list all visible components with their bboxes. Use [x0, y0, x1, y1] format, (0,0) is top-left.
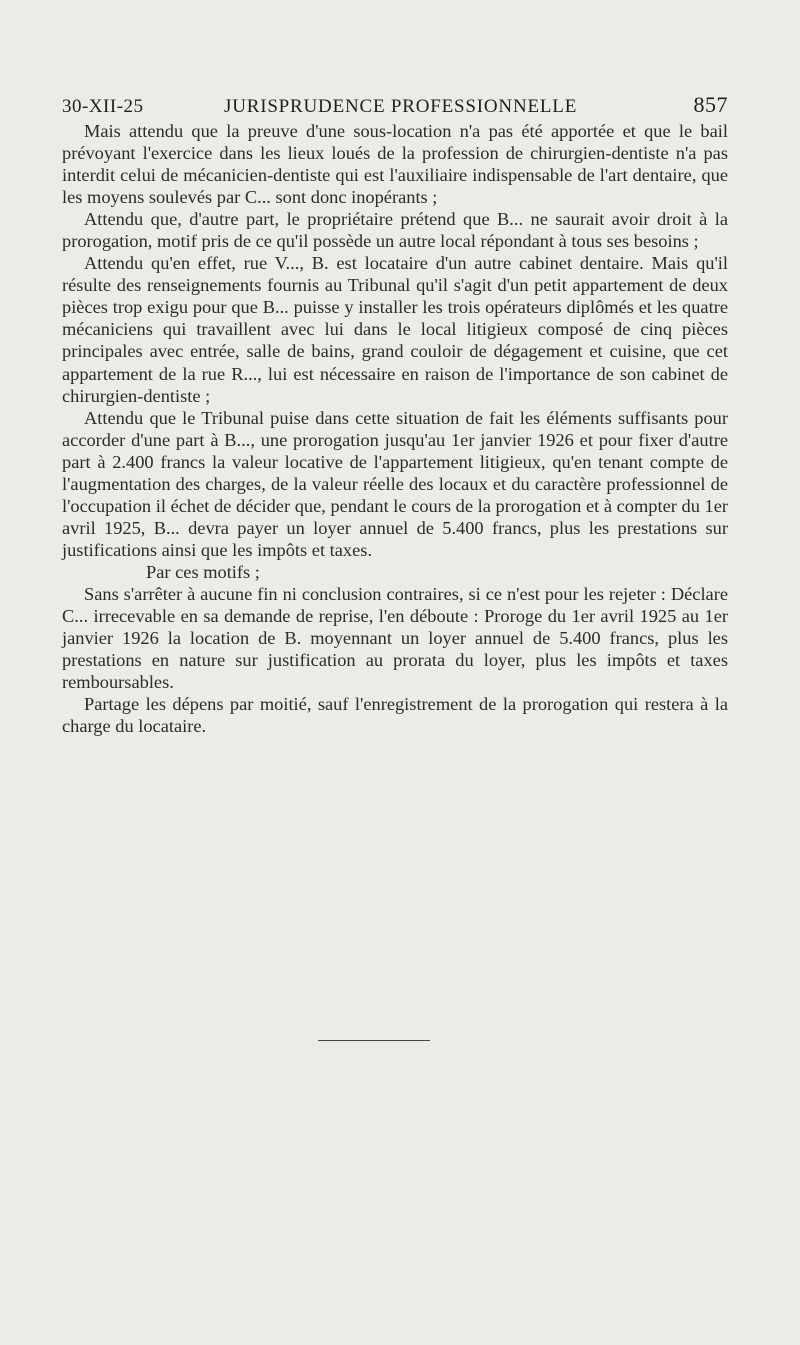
paragraph-motifs: Par ces motifs ; [146, 561, 260, 582]
paragraph: Mais attendu que la preuve d'une sous-location n'a pas été apportée et que le bail prévoyant l'exercice dans les lieux loués de la profession de chirurgien-dentiste n'a pas interdit celui de mécanicien-dentiste qui est l'auxiliaire indispensable de l'art dentaire, que les moyens soulevés par C... sont donc inopérants ; [62, 121, 728, 208]
running-header [62, 86, 728, 120]
paragraph: Attendu que, d'autre part, le propriétaire prétend que B... ne saurait avoir droit à la prorogation, motif pris de ce qu'il possède un autre local répondant à tous ses besoins ; [62, 209, 728, 252]
header-title: JURISPRUDENCE PROFESSIONNELLE [224, 96, 578, 117]
paragraph: Sans s'arrêter à aucune fin ni conclusion contraires, si ce n'est pour les rejeter : Déclare C... irrecevable en sa demande de reprise, l'en déboute : Proroge du 1er avril 1925 au 1er janvier 1926 la location de B. moyennant un loyer annuel de 5.400 francs, plus les prestations en nature sur justification au prorata du loyer, plus les impôts et taxes remboursables. [62, 583, 728, 693]
closing-rule [318, 1040, 430, 1041]
paragraph: Attendu que le Tribunal puise dans cette situation de fait les éléments suffisants pour accorder d'une part à B..., une prorogation jusqu'au 1er janvier 1926 et pour fixer d'autre part à 2.400 francs la valeur locative de l'appartement litigieux, qu'en tenant compte de l'augmentation des charges, de la valeur réelle des locaux et du caractère professionnel de l'occupation il échet de décider que, pendant le cours de la prorogation et à compter du 1er avril 1925, B... devra payer un loyer annuel de 5.400 francs, plus les prestations sur justifications ainsi que les impôts et taxes. [62, 407, 728, 560]
body-text [62, 120, 728, 737]
paragraph: Attendu qu'en effet, rue V..., B. est locataire d'un autre cabinet dentaire. Mais qu'il résulte des renseignements fournis au Tribunal qu'il s'agit d'un petit appartement de deux pièces trop exigu pour que B... puisse y installer les trois opérateurs diplômés et les quatre mécaniciens qui travaillent avec lui dans le local litigieux composé de cinq pièces principales avec entrée, salle de bains, grand couloir de dégagement et cuisine, que cet appartement de la rue R..., lui est nécessaire en raison de l'importance de son cabinet de chirurgien-dentiste ; [62, 253, 728, 406]
page-number: 857 [693, 92, 728, 117]
header-date: 30-XII-25 [62, 96, 144, 117]
paragraph: Partage les dépens par moitié, sauf l'enregistrement de la prorogation qui restera à la charge du locataire. [62, 694, 728, 737]
